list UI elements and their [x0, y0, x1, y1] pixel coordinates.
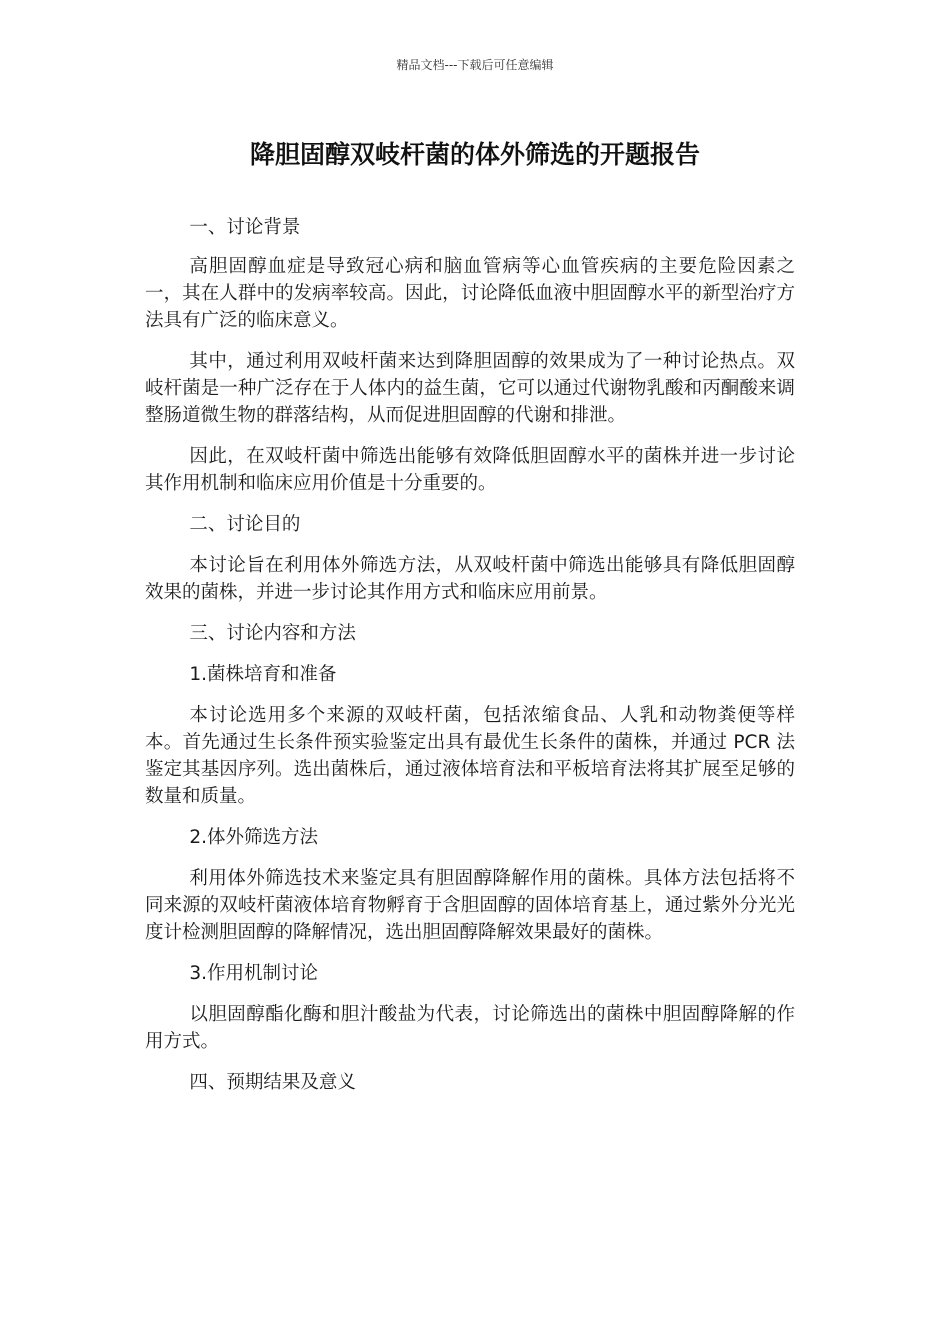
document-title: 降胆固醇双岐杆菌的体外筛选的开题报告: [249, 140, 700, 169]
section-heading-methods: 三、讨论内容和方法: [189, 623, 356, 644]
header-note: 精品文档---下载后可任意编辑: [396, 58, 554, 72]
paragraph: 因此，在双岐杆菌中筛选出能够有效降低胆固醇水平的菌株并进一步讨论其作用机制和临床应用价值是十分重要的。: [145, 446, 795, 494]
section-heading-expected-results: 四、预期结果及意义: [189, 1072, 356, 1093]
paragraph: 本讨论旨在利用体外筛选方法，从双岐杆菌中筛选出能够具有降低胆固醇效果的菌株，并进一步讨论其作用方式和临床应用前景。: [145, 555, 795, 603]
section-heading-background: 一、讨论背景: [189, 217, 301, 238]
subsection-heading-mechanism: 3.作用机制讨论: [189, 963, 319, 984]
paragraph: 其中，通过利用双岐杆菌来达到降胆固醇的效果成为了一种讨论热点。双岐杆菌是一种广泛存在于人体内的益生菌，它可以通过代谢物乳酸和丙酮酸来调整肠道微生物的群落结构，从而促进胆固醇的代谢和排泄。: [145, 351, 795, 426]
section-heading-purpose: 二、讨论目的: [189, 514, 301, 535]
paragraph: 利用体外筛选技术来鉴定具有胆固醇降解作用的菌株。具体方法包括将不同来源的双岐杆菌液体培育物孵育于含胆固醇的固体培育基上，通过紫外分光光度计检测胆固醇的降解情况，选出胆固醇降解效果最好的菌株。: [145, 868, 795, 943]
document-body: [145, 210, 795, 1096]
subsection-heading-strain-culture: 1.菌株培育和准备: [189, 664, 337, 685]
paragraph: 以胆固醇酯化酶和胆汁酸盐为代表，讨论筛选出的菌株中胆固醇降解的作用方式。: [145, 1004, 795, 1052]
subsection-heading-screening: 2.体外筛选方法: [189, 827, 319, 848]
paragraph: 本讨论选用多个来源的双岐杆菌，包括浓缩食品、人乳和动物粪便等样本。首先通过生长条件预实验鉴定出具有最优生长条件的菌株，并通过 PCR 法鉴定其基因序列。选出菌株后，通过液体培育法和平板培育法将其扩展至足够的数量和质量。: [145, 705, 795, 807]
paragraph: 高胆固醇血症是导致冠心病和脑血管病等心血管疾病的主要危险因素之一，其在人群中的发病率较高。因此，讨论降低血液中胆固醇水平的新型治疗方法具有广泛的临床意义。: [145, 256, 795, 331]
